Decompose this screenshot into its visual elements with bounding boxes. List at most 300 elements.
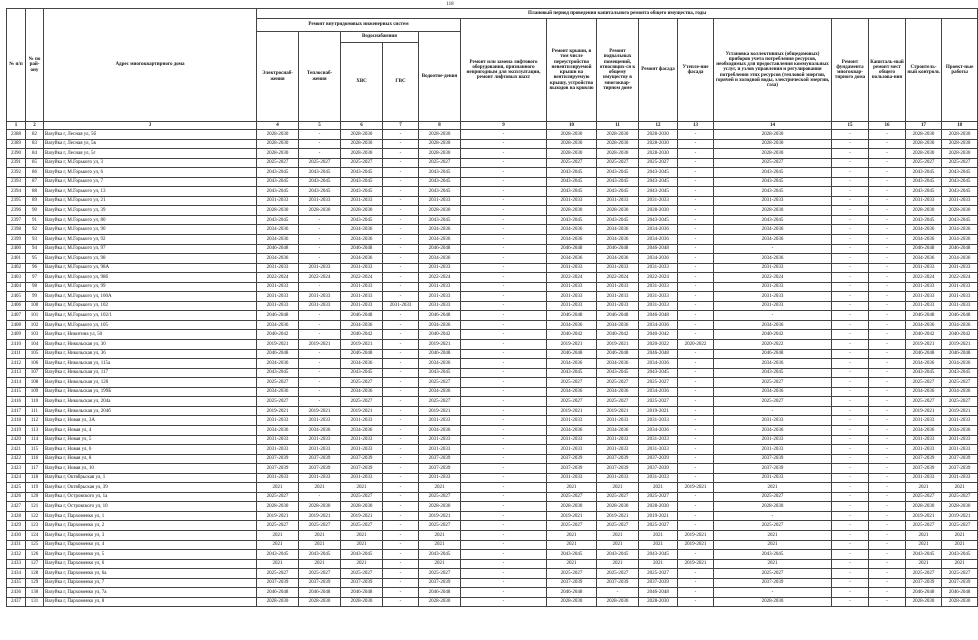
table-cell: 2020-2022	[714, 340, 832, 350]
table-cell: 2028-2030	[942, 206, 978, 216]
table-cell: 124	[26, 530, 44, 540]
column-number: 12	[639, 122, 678, 130]
table-cell: -	[832, 359, 869, 369]
table-cell: 101	[26, 311, 44, 321]
table-cell: -	[461, 349, 547, 359]
table-cell: 2019-2021	[419, 406, 461, 416]
table-cell: 2034-2036	[597, 235, 639, 245]
table-cell: 2031-2033	[299, 292, 341, 302]
table-cell: 2040-2042	[419, 330, 461, 340]
table-cell: -	[461, 569, 547, 579]
table-cell: -	[299, 130, 341, 140]
address-cell: Вазуйка г, Островского ул, 10	[44, 502, 257, 512]
table-cell: -	[678, 569, 714, 579]
table-cell: 2040-2042	[597, 330, 639, 340]
table-cell: 2028-2030	[547, 502, 597, 512]
table-cell: -	[461, 435, 547, 445]
table-cell: 2025-2027	[714, 378, 832, 388]
table-cell: 2034-2036	[257, 359, 299, 369]
table-cell: 2019-2021	[906, 511, 942, 521]
table-cell: 2043-2045	[714, 187, 832, 197]
table-cell: 2031-2033	[639, 435, 678, 445]
table-cell: 85	[26, 158, 44, 168]
table-cell: -	[832, 387, 869, 397]
table-cell: -	[832, 263, 869, 273]
table-cell: -	[678, 425, 714, 435]
table-cell: 2037-2039	[419, 578, 461, 588]
table-cell: -	[383, 254, 419, 264]
table-cell: 2019-2021	[942, 406, 978, 416]
table-cell: 2426	[7, 492, 26, 502]
table-cell: 2043-2045	[714, 177, 832, 187]
table-cell: 2025-2027	[597, 492, 639, 502]
table-cell: 2043-2045	[714, 550, 832, 560]
table-cell: 2037-2039	[597, 464, 639, 474]
table-cell: 130	[26, 588, 44, 598]
table-cell: -	[678, 330, 714, 340]
table-cell: 2022-2024	[942, 273, 978, 283]
table-cell: 2043-2045	[714, 368, 832, 378]
table-cell: -	[678, 168, 714, 178]
table-cell: -	[869, 435, 906, 445]
table-cell: 131	[26, 597, 44, 607]
table-cell: 2031-2033	[714, 435, 832, 445]
table-cell: -	[461, 473, 547, 483]
table-cell: 2031-2033	[714, 301, 832, 311]
table-cell: -	[678, 225, 714, 235]
table-cell: 2037-2039	[547, 464, 597, 474]
table-cell: -	[678, 206, 714, 216]
table-cell: 2019-2021	[547, 406, 597, 416]
table-cell: -	[869, 588, 906, 598]
table-cell: -	[461, 149, 547, 159]
table-cell: 2019-2021	[639, 511, 678, 521]
table-cell: 2046-2048	[257, 311, 299, 321]
table-cell: 2034-2036	[341, 359, 383, 369]
table-cell: -	[832, 492, 869, 502]
table-cell: 2031-2033	[942, 416, 978, 426]
table-cell: -	[461, 559, 547, 569]
table-cell: 113	[26, 425, 44, 435]
table-row	[7, 330, 978, 340]
table-cell: 2031-2033	[419, 196, 461, 206]
table-cell: 2034-2036	[639, 425, 678, 435]
table-cell: 2022-2024	[419, 273, 461, 283]
table-cell: -	[869, 511, 906, 521]
table-cell: 2408	[7, 320, 26, 330]
table-cell: 2028-2030	[547, 597, 597, 607]
table-cell: -	[383, 130, 419, 140]
table-cell: 2028-2030	[419, 130, 461, 140]
table-cell: 2043-2045	[597, 215, 639, 225]
table-cell: 2046-2048	[419, 588, 461, 598]
table-cell: 2025-2027	[942, 569, 978, 579]
table-cell: -	[832, 235, 869, 245]
table-cell: 2019-2021	[257, 340, 299, 350]
column-number: 9	[461, 122, 547, 130]
table-cell: 2019-2021	[597, 340, 639, 350]
table-cell: -	[383, 578, 419, 588]
address-cell: Вазуйка г, Никольская ул, 204а	[44, 397, 257, 407]
address-cell: Вазуйка г, Никольская ул, 120	[44, 378, 257, 388]
address-cell: Вазуйка г, Новая ул, 10	[44, 464, 257, 474]
table-cell: 2404	[7, 282, 26, 292]
table-cell: 2031-2033	[257, 301, 299, 311]
table-cell: 2046-2048	[341, 349, 383, 359]
table-cell: -	[832, 445, 869, 455]
table-cell: 2025-2027	[906, 378, 942, 388]
table-cell: 2043-2045	[597, 187, 639, 197]
table-cell: 2414	[7, 378, 26, 388]
capital-repair-table	[6, 8, 978, 607]
table-cell: 2028-2030	[942, 149, 978, 159]
address-cell: Вазуйка г, М.Горького ул, 13	[44, 187, 257, 197]
table-cell: 2025-2027	[639, 158, 678, 168]
address-cell: Вазуйка г, Новая ул, 5	[44, 435, 257, 445]
table-cell: 2019-2021	[341, 511, 383, 521]
table-cell: 2043-2045	[257, 187, 299, 197]
table-cell: -	[869, 597, 906, 607]
table-cell: 2031-2033	[419, 435, 461, 445]
table-cell: 2046-2048	[547, 244, 597, 254]
table-cell: -	[678, 473, 714, 483]
table-cell: -	[832, 454, 869, 464]
table-cell: -	[383, 397, 419, 407]
table-cell: 2019-2021	[942, 340, 978, 350]
table-cell: 2019-2021	[942, 511, 978, 521]
table-cell: -	[678, 292, 714, 302]
table-cell: -	[461, 540, 547, 550]
table-cell: -	[832, 406, 869, 416]
table-cell: -	[832, 464, 869, 474]
table-cell: 2037-2039	[597, 578, 639, 588]
table-cell: -	[383, 235, 419, 245]
table-cell: 2043-2045	[639, 368, 678, 378]
table-cell: -	[832, 378, 869, 388]
address-cell: Вазуйка г, Лесная ул, 5г	[44, 149, 257, 159]
table-cell: -	[832, 521, 869, 531]
table-cell: 2031-2033	[714, 473, 832, 483]
table-cell: 97	[26, 273, 44, 283]
table-cell: -	[832, 540, 869, 550]
table-cell: 128	[26, 569, 44, 579]
table-cell: 2407	[7, 311, 26, 321]
table-cell: 2019-2021	[341, 340, 383, 350]
table-cell: 2043-2045	[257, 368, 299, 378]
table-cell: -	[383, 206, 419, 216]
table-cell: 2043-2045	[714, 215, 832, 225]
table-cell: -	[832, 139, 869, 149]
table-row	[7, 588, 978, 598]
header-elevator: Ремонт или замена лифтового оборудования, признанного непригодным для эксплуатации, ремонт лифтовых шахт	[461, 19, 547, 122]
table-cell: -	[869, 578, 906, 588]
table-cell: -	[832, 206, 869, 216]
table-cell: 2046-2048	[597, 311, 639, 321]
table-row	[7, 397, 978, 407]
table-cell: -	[383, 502, 419, 512]
table-cell: 2025-2027	[257, 492, 299, 502]
header-heating: Теплоснаб-жения	[299, 32, 341, 122]
address-cell: Вазуйка г, Пархоменко ул, 7а	[44, 588, 257, 598]
table-cell: 2031-2033	[547, 196, 597, 206]
table-cell: -	[383, 387, 419, 397]
table-cell: 2028-2030	[639, 597, 678, 607]
table-cell: 2028-2030	[942, 139, 978, 149]
address-cell: Вазуйка г, Пархоменко ул, 2	[44, 521, 257, 531]
table-row	[7, 349, 978, 359]
table-cell: 2043-2045	[906, 187, 942, 197]
table-cell: 2021	[597, 530, 639, 540]
table-cell: 2046-2048	[942, 588, 978, 598]
table-cell: -	[678, 139, 714, 149]
table-cell: 2021	[639, 530, 678, 540]
table-cell: 2028-2030	[639, 139, 678, 149]
table-row	[7, 177, 978, 187]
table-cell: 2028-2030	[547, 206, 597, 216]
table-cell: 2025-2027	[942, 158, 978, 168]
table-cell: -	[299, 368, 341, 378]
table-cell: 2031-2033	[299, 416, 341, 426]
table-cell: -	[678, 149, 714, 159]
table-cell: -	[869, 569, 906, 579]
table-cell: -	[461, 368, 547, 378]
table-cell: -	[832, 511, 869, 521]
table-cell: -	[869, 521, 906, 531]
table-cell: 2034-2036	[639, 359, 678, 369]
table-cell: 2031-2033	[942, 292, 978, 302]
table-cell: 2025-2027	[299, 158, 341, 168]
table-cell: -	[869, 215, 906, 225]
table-cell: -	[461, 483, 547, 493]
address-cell: Вазуйка г, Пархоменко ул, 6а	[44, 569, 257, 579]
table-cell: 2021	[299, 483, 341, 493]
table-cell: 2034-2036	[906, 254, 942, 264]
table-cell: 2402	[7, 263, 26, 273]
table-cell: 2028-2030	[906, 149, 942, 159]
table-cell: 2031-2033	[906, 301, 942, 311]
table-cell: -	[678, 263, 714, 273]
table-row	[7, 578, 978, 588]
table-cell: 2034-2036	[597, 387, 639, 397]
table-cell: 2046-2048	[257, 349, 299, 359]
table-cell: -	[678, 359, 714, 369]
table-cell: 2037-2039	[341, 464, 383, 474]
table-cell: 2028-2030	[419, 139, 461, 149]
table-cell: -	[383, 263, 419, 273]
table-cell: 2028-2030	[547, 130, 597, 140]
table-cell: 2046-2048	[906, 244, 942, 254]
table-cell: 2046-2048	[639, 311, 678, 321]
column-number: 4	[257, 122, 299, 130]
table-cell: 2031-2033	[906, 282, 942, 292]
table-cell: 2043-2045	[547, 550, 597, 560]
header-roof: Ремонт крыши, в том числе переустройство невентилируемой крыши на вентилируемую крышу, устройство выходов на кровлю	[547, 19, 597, 122]
table-cell: -	[678, 215, 714, 225]
table-cell: 2025-2027	[639, 378, 678, 388]
table-cell: -	[461, 578, 547, 588]
table-cell: -	[678, 454, 714, 464]
table-cell: 2025-2027	[906, 492, 942, 502]
table-cell: 2019-2021	[678, 530, 714, 540]
table-cell: -	[869, 416, 906, 426]
table-row	[7, 378, 978, 388]
table-cell: -	[869, 311, 906, 321]
table-cell: 2031-2033	[257, 445, 299, 455]
table-cell: -	[461, 492, 547, 502]
table-cell: 2031-2033	[639, 292, 678, 302]
table-cell: 2021	[419, 483, 461, 493]
table-row	[7, 559, 978, 569]
table-cell: 2034-2036	[597, 254, 639, 264]
address-cell: Вазуйка г, Новая ул, 8	[44, 454, 257, 464]
table-cell: 2393	[7, 177, 26, 187]
address-cell: Вазуйка г, М.Горького ул, 6	[44, 168, 257, 178]
table-cell: 2031-2033	[906, 292, 942, 302]
table-cell: 2418	[7, 416, 26, 426]
table-cell: -	[461, 215, 547, 225]
table-cell: 102	[26, 320, 44, 330]
table-cell: 114	[26, 435, 44, 445]
table-cell: 2021	[714, 559, 832, 569]
table-cell: 2025-2027	[714, 521, 832, 531]
table-cell: 2025-2027	[299, 521, 341, 531]
table-cell: -	[832, 550, 869, 560]
table-cell: 2040-2042	[714, 330, 832, 340]
address-cell: Вазуйка г, М.Горького ул, 99	[44, 282, 257, 292]
table-cell: -	[678, 387, 714, 397]
table-cell: 2031-2033	[906, 263, 942, 273]
table-cell: 2037-2039	[257, 454, 299, 464]
table-cell: 2031-2033	[942, 301, 978, 311]
table-row	[7, 521, 978, 531]
table-cell: 2031-2033	[942, 445, 978, 455]
column-number: 15	[832, 122, 869, 130]
table-cell: -	[383, 149, 419, 159]
table-cell: 2043-2045	[299, 550, 341, 560]
table-cell: -	[869, 301, 906, 311]
table-cell: -	[299, 215, 341, 225]
table-cell: 2043-2045	[299, 177, 341, 187]
table-cell: 2028-2030	[906, 130, 942, 140]
table-cell: -	[832, 473, 869, 483]
table-cell: 2025-2027	[341, 521, 383, 531]
header-design-works: Проект-ные работы	[942, 19, 978, 122]
header-basement: Ремонт подвальных помещений, относящих-ся к общему имуществу в многоквар-тирном доме	[597, 19, 639, 122]
table-cell: 2028-2030	[341, 597, 383, 607]
table-cell: 2043-2045	[639, 168, 678, 178]
table-cell: -	[869, 263, 906, 273]
table-cell: 2025-2027	[299, 569, 341, 579]
table-cell: 2028-2030	[714, 502, 832, 512]
table-cell: 2028-2030	[257, 502, 299, 512]
table-cell: -	[461, 311, 547, 321]
table-cell: 2021	[257, 540, 299, 550]
table-cell: -	[299, 254, 341, 264]
table-cell: 2031-2033	[906, 435, 942, 445]
table-cell: 2025-2027	[942, 397, 978, 407]
table-cell: 2046-2048	[942, 244, 978, 254]
column-number: 3	[44, 122, 257, 130]
table-cell: 2037-2039	[547, 578, 597, 588]
table-cell: 2034-2036	[299, 425, 341, 435]
table-cell: 2031-2033	[639, 263, 678, 273]
table-cell: -	[832, 168, 869, 178]
table-cell: 2031-2033	[419, 292, 461, 302]
table-cell: 2037-2039	[906, 578, 942, 588]
table-cell: -	[299, 149, 341, 159]
table-cell: 2031-2033	[547, 435, 597, 445]
table-cell: 96	[26, 263, 44, 273]
column-number: 2	[26, 122, 44, 130]
table-cell: -	[832, 225, 869, 235]
table-cell: 2043-2045	[906, 550, 942, 560]
table-cell: 83	[26, 139, 44, 149]
table-cell: -	[832, 301, 869, 311]
table-cell: 2034-2036	[597, 425, 639, 435]
table-row	[7, 368, 978, 378]
table-cell: 2410	[7, 340, 26, 350]
table-cell: 2028-2030	[341, 206, 383, 216]
header-construction-control: Строитель-ный контроль	[906, 19, 942, 122]
address-cell: Вазуйка г, Никольская ул, 199Б	[44, 387, 257, 397]
table-row	[7, 473, 978, 483]
table-cell: -	[383, 569, 419, 579]
table-cell: -	[869, 559, 906, 569]
table-cell: 2037-2039	[639, 578, 678, 588]
table-cell: 2034-2036	[341, 320, 383, 330]
table-cell: 2419	[7, 425, 26, 435]
table-cell: 2031-2033	[341, 292, 383, 302]
column-number: 7	[383, 122, 419, 130]
table-row	[7, 359, 978, 369]
table-cell: 2022-2024	[257, 273, 299, 283]
table-cell: -	[383, 349, 419, 359]
table-cell: 2028-2030	[639, 502, 678, 512]
table-cell: 2435	[7, 578, 26, 588]
table-cell: 110	[26, 397, 44, 407]
table-cell: -	[299, 349, 341, 359]
table-cell: -	[383, 559, 419, 569]
table-cell: 2025-2027	[341, 378, 383, 388]
table-cell: -	[678, 578, 714, 588]
table-cell: 2043-2045	[639, 550, 678, 560]
table-cell: -	[832, 149, 869, 159]
table-cell: 2034-2036	[547, 425, 597, 435]
table-cell: -	[678, 187, 714, 197]
table-cell: 2021	[299, 559, 341, 569]
table-cell: 2034-2036	[257, 225, 299, 235]
address-cell: Вазуйка г, М.Горького ул, 39	[44, 206, 257, 216]
table-cell: 2021	[597, 483, 639, 493]
table-cell: 2031-2033	[299, 196, 341, 206]
table-cell: 2028-2030	[942, 502, 978, 512]
column-number: 6	[341, 122, 383, 130]
address-cell: Вазуйка г, М.Горького ул, 92	[44, 235, 257, 245]
table-cell: 2022-2024	[906, 273, 942, 283]
address-cell: Вазуйка г, М.Горького ул, 100А	[44, 292, 257, 302]
table-cell: 2031-2033	[639, 282, 678, 292]
table-row	[7, 530, 978, 540]
table-cell: 2396	[7, 206, 26, 216]
table-cell: -	[832, 158, 869, 168]
table-cell: 2427	[7, 502, 26, 512]
table-cell: 2025-2027	[547, 492, 597, 502]
column-number: 5	[299, 122, 341, 130]
table-cell: -	[383, 588, 419, 598]
table-cell: -	[678, 406, 714, 416]
table-cell: 2028-2030	[419, 502, 461, 512]
table-cell: -	[461, 177, 547, 187]
